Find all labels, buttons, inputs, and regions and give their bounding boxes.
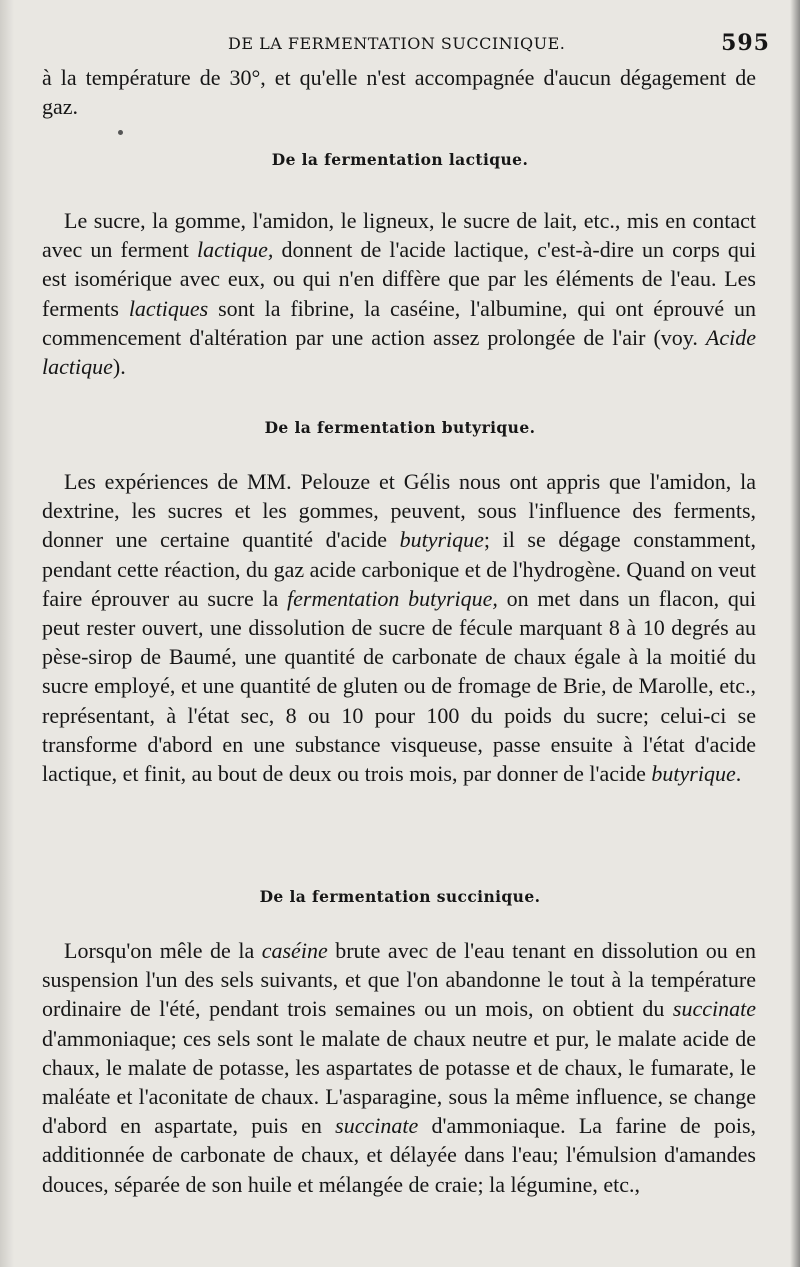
paragraph-succinique: Lorsqu'on mêle de la caséine brute avec de l'eau tenant en dissolution ou en suspension l'un des sels suivants, et que l'on abandonne le tout à la température ordinaire de l'été, pendant trois semaines ou un mois, on obtient du succinate d'ammoniaque; ces sels sont le malate de chaux neutre et pur, le malate acide de chaux, le malate de potasse, les aspartates de potasse et de chaux, le fumarate, le maléate et l'aconitate de chaux. L'asparagine, sous la même influence, se change d'abord en aspartate, puis en succinate d'ammoniaque. La farine de pois, additionnée de carbonate de chaux, et délayée dans l'eau; l'émulsion d'amandes douces, séparée de son huile et mélangée de craie; la légumine, etc., [42,938,757,1197]
running-head-title: DE LA FERMENTATION SUCCINIQUE. [228,34,566,53]
page-left-shadow [0,0,14,1267]
ink-spot [118,130,123,135]
butyrique-body [42,467,756,788]
section-heading-text: De la fermentation lactique. [271,150,529,169]
running-head [0,30,800,56]
paragraph-continuation: à la température de 30°, et qu'elle n'est accompagnée d'aucun dégagement de gaz. [42,65,756,120]
paragraph-lactique: Le sucre, la gomme, l'amidon, le ligneux, le sucre de lait, etc., mis en contact avec un ferment lactique, donnent de l'acide lactique, c'est-à-dire un corps qui est isomérique avec eux, ou qui n'en diffère que par les éléments de l'eau. Les ferments lactiques sont la fibrine, la caséine, l'albumine, qui ont éprouvé un commencement d'altération par une action assez prolongée de l'air (voy. Acide lactique). [42,208,757,380]
heading-lactique [0,150,800,169]
section-heading-text: De la fermentation succinique. [259,887,541,906]
heading-butyrique [0,418,800,437]
paragraph-butyrique: Les expériences de MM. Pelouze et Gélis nous ont appris que l'amidon, la dextrine, les sucres et les gommes, peuvent, sous l'influence des ferments, donner une certaine quantité d'acide butyrique; il se dégage constamment, pendant cette réaction, du gaz acide carbonique et de l'hydrogène. Quand on veut faire éprouver au sucre la fermentation butyrique, on met dans un flacon, qui peut rester ouvert, une dissolution de sucre de fécule marquant 8 à 10 degrés au pèse-sirop de Baumé, une quantité de carbonate de chaux égale à la moitié du sucre employé, et une quantité de gluten ou de fromage de Brie, de Marolle, etc., représentant, à l'état sec, 8 ou 10 pour 100 du poids du sucre; celui-ci se transforme d'abord en une substance visqueuse, passe ensuite à l'état d'acide lactique, et finit, au bout de deux ou trois mois, par donner de l'acide butyrique. [42,469,756,787]
lactique-body [42,206,756,381]
section-heading-text: De la fermentation butyrique. [264,418,536,437]
page-number: 595 [721,30,770,56]
succinique-body [42,936,756,1199]
continued-paragraph [42,63,756,121]
heading-succinique [0,887,800,906]
page-right-edge [790,0,800,1267]
